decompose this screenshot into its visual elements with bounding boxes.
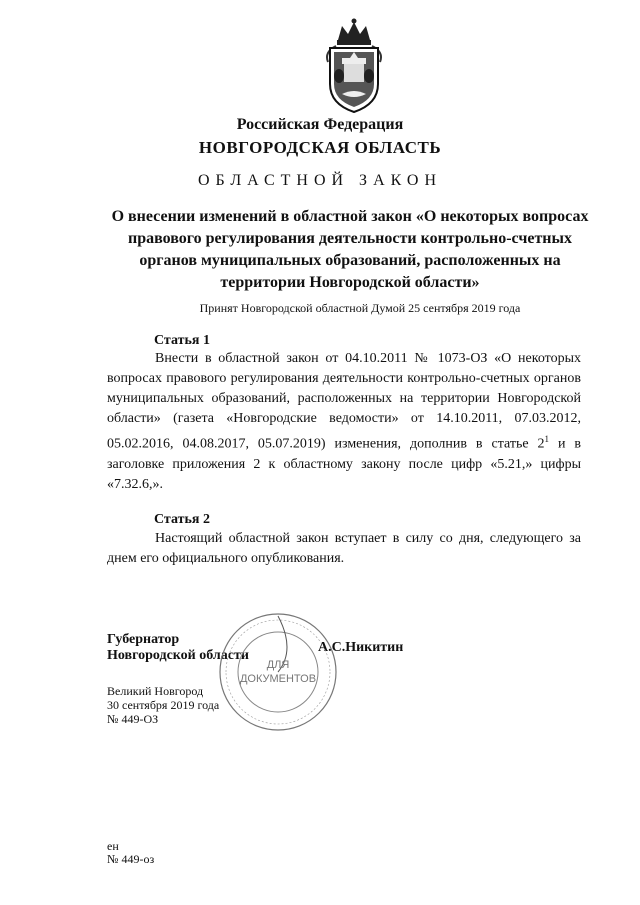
footer-number: № 449-оз [107,852,155,866]
footer-note [107,840,154,866]
law-number: № 449-ОЗ [107,712,159,726]
footer-initials: ен [107,839,119,853]
article-1-text-part1: Внести в областной закон от 04.10.2011 № 1073-ОЗ «О некоторых вопросах правового регулирования деятельности контрольно-счетных органов муниципальных образований, расположенных на территории Новгородской области» (газета «Новгородские ведомости» от 14.10.2011, 07.03.2012, 05.02.2016, 04.08.2017, 05.07.2019) изменения, дополнив в статье 2 [107,351,581,452]
article-1-superscript: 1 [544,434,549,444]
article-2-text: Настоящий областной закон вступает в силу со дня, следующего за днем его официального опубликования. [107,531,581,566]
article-2-heading: Статья 2 [154,512,210,527]
law-title: О внесении изменений в областной закон «О некоторых вопросах правового регулирования деятельности контрольно-счетных органов муниципальных образований, расположенных на территории Новгородской области» [111,208,589,291]
article-1-text [107,349,581,495]
article-1-heading: Статья 1 [154,333,210,348]
federation-heading: Российская Федерация [236,116,404,133]
position-line-2: Новгородской области [107,648,249,663]
place-and-date [107,684,219,726]
place-date: 30 сентября 2019 года [107,698,220,712]
coat-of-arms-icon [314,18,394,114]
position-line-1: Губернатор [107,632,180,647]
place-city: Великий Новгород [107,684,204,698]
law-type-heading: ОБЛАСТНОЙ ЗАКОН [197,172,442,189]
official-stamp [216,610,340,734]
region-heading: НОВГОРОДСКАЯ ОБЛАСТЬ [198,138,442,157]
adoption-line: Принят Новгородской областной Думой 25 сентября 2019 года [199,301,521,315]
article-1-text-part2: и в заголовке приложения 2 к областному закону после цифр «5.21,» цифры «7.32.6,». [107,436,581,492]
stamp-center-line-2: ДОКУМЕНТОВ [239,673,317,685]
stamp-center-line-1: ДЛЯ [266,659,290,671]
signatory-name: А.С.Никитин [318,640,404,655]
